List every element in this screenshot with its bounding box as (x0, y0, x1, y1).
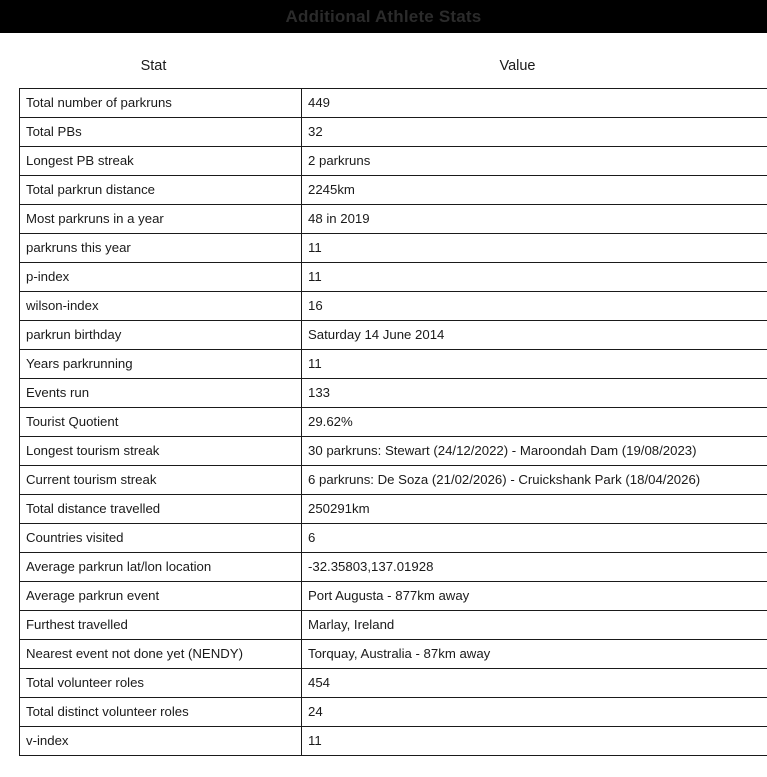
stat-value-cell: 11 (302, 350, 767, 379)
table-row (20, 582, 767, 611)
stat-label-cell: Average parkrun event (20, 582, 302, 611)
stat-value-cell: 454 (302, 669, 767, 698)
stat-value-cell: Port Augusta - 877km away (302, 582, 767, 611)
table-row (20, 89, 767, 118)
stat-value-cell: 11 (302, 263, 767, 292)
stat-label-cell: parkrun birthday (20, 321, 302, 350)
stat-label-cell: Average parkrun lat/lon location (20, 553, 302, 582)
stat-label-cell: Tourist Quotient (20, 408, 302, 437)
table-row (20, 321, 767, 350)
stat-value-cell: 2245km (302, 176, 767, 205)
stat-value-cell: 133 (302, 379, 767, 408)
column-header-value: Value (499, 58, 536, 74)
stat-value-cell: 250291km (302, 495, 767, 524)
table-row (20, 611, 767, 640)
table-row (20, 350, 767, 379)
stat-label-cell: parkruns this year (20, 234, 302, 263)
table-row (20, 466, 767, 495)
column-header-strip (0, 33, 767, 88)
column-header-stat: Stat (140, 58, 167, 74)
stat-value-cell: Torquay, Australia - 87km away (302, 640, 767, 669)
table-row (20, 669, 767, 698)
stat-label-cell: Total distinct volunteer roles (20, 698, 302, 727)
stat-label-cell: Longest PB streak (20, 147, 302, 176)
stat-value-cell: 6 (302, 524, 767, 553)
table-row (20, 553, 767, 582)
table-row (20, 640, 767, 669)
table-row (20, 118, 767, 147)
stat-value-cell: 24 (302, 698, 767, 727)
stat-value-cell: 30 parkruns: Stewart (24/12/2022) - Maroondah Dam (19/08/2023) (302, 437, 767, 466)
stat-label-cell: Furthest travelled (20, 611, 302, 640)
stat-label-cell: Total parkrun distance (20, 176, 302, 205)
stat-label-cell: Total PBs (20, 118, 302, 147)
stat-value-cell: 11 (302, 727, 767, 756)
stat-value-cell: 2 parkruns (302, 147, 767, 176)
table-row (20, 495, 767, 524)
stat-label-cell: Total volunteer roles (20, 669, 302, 698)
stat-label-cell: v-index (20, 727, 302, 756)
stats-table-body (20, 89, 767, 756)
stat-label-cell: Total number of parkruns (20, 89, 302, 118)
table-row (20, 727, 767, 756)
stat-value-cell: 16 (302, 292, 767, 321)
stat-label-cell: Years parkrunning (20, 350, 302, 379)
stat-label-cell: Countries visited (20, 524, 302, 553)
stat-value-cell: 48 in 2019 (302, 205, 767, 234)
stat-label-cell: wilson-index (20, 292, 302, 321)
stat-value-cell: 29.62% (302, 408, 767, 437)
table-row (20, 176, 767, 205)
stat-value-cell: 6 parkruns: De Soza (21/02/2026) - Cruickshank Park (18/04/2026) (302, 466, 767, 495)
table-row (20, 437, 767, 466)
table-row (20, 698, 767, 727)
stat-value-cell: 11 (302, 234, 767, 263)
stat-label-cell: Nearest event not done yet (NENDY) (20, 640, 302, 669)
athlete-stats-table (19, 88, 767, 756)
stat-label-cell: p-index (20, 263, 302, 292)
stat-value-cell: -32.35803,137.01928 (302, 553, 767, 582)
stat-label-cell: Events run (20, 379, 302, 408)
table-row (20, 524, 767, 553)
page-title: Additional Athlete Stats (285, 7, 482, 26)
stat-value-cell: 32 (302, 118, 767, 147)
stat-label-cell: Current tourism streak (20, 466, 302, 495)
table-row (20, 147, 767, 176)
table-row (20, 408, 767, 437)
stat-value-cell: Saturday 14 June 2014 (302, 321, 767, 350)
stat-label-cell: Most parkruns in a year (20, 205, 302, 234)
page-banner (0, 0, 767, 33)
stat-label-cell: Total distance travelled (20, 495, 302, 524)
table-row (20, 263, 767, 292)
stat-value-cell: 449 (302, 89, 767, 118)
table-row (20, 234, 767, 263)
stat-label-cell: Longest tourism streak (20, 437, 302, 466)
stats-table-container (19, 88, 747, 756)
table-row (20, 205, 767, 234)
table-row (20, 292, 767, 321)
table-row (20, 379, 767, 408)
stat-value-cell: Marlay, Ireland (302, 611, 767, 640)
